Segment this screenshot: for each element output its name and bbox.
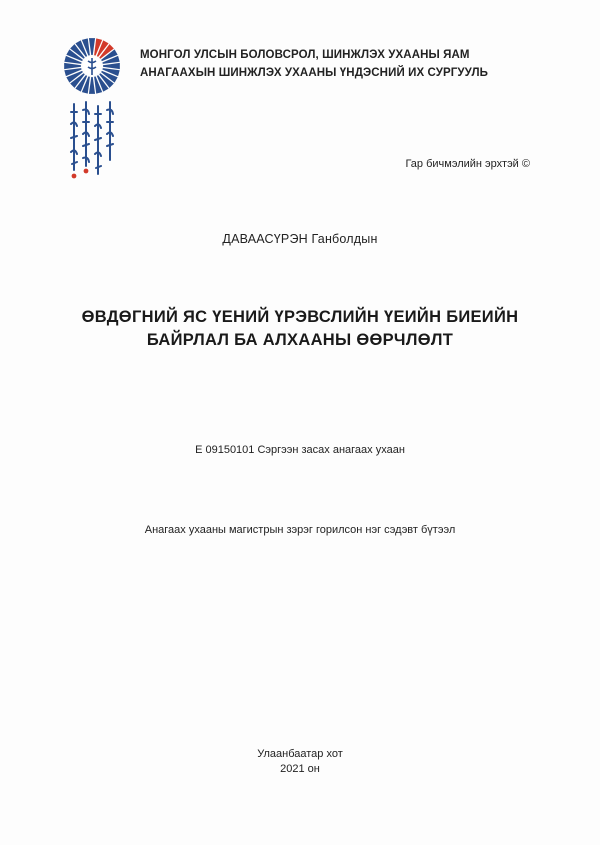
university-logo-icon <box>62 36 122 96</box>
logo-ray <box>89 77 95 94</box>
thesis-description: Анагаах ухааны магистрын зэрэг горилсон нэг сэдэвт бүтээл <box>144 524 456 536</box>
copyright-notice: Гар бичмэлийн эрхтэй © <box>405 158 530 170</box>
thesis-title-line-2: БАЙРЛАЛ БА АЛХААНЫ ӨӨРЧЛӨЛТ <box>146 331 454 349</box>
thesis-title-line-1: ӨВДӨГНИЙ ЯС ҮЕНИЙ ҮРЭВСЛИЙН ҮЕИЙН БИЕИЙН <box>81 308 519 326</box>
mongolian-script-logo-icon <box>66 100 122 182</box>
publication-year: 2021 он <box>280 763 320 775</box>
specialty-code: E 09150101 Сэргээн засах анагаах ухаан <box>195 444 405 456</box>
logo-ray <box>64 63 81 69</box>
place-of-publication: Улаанбаатар хот <box>257 748 343 760</box>
logo-ray <box>89 38 95 55</box>
university-name: АНАГААХЫН ШИНЖЛЭХ УХААНЫ ҮНДЭСНИЙ ИХ СУРГУУЛЬ <box>140 67 489 79</box>
logo-ray <box>103 63 120 69</box>
author-name: ДАВААСҮРЭН Ганболдын <box>222 232 378 246</box>
ministry-name: МОНГОЛ УЛСЫН БОЛОВСРОЛ, ШИНЖЛЭХ УХААНЫ ЯАМ <box>140 49 470 61</box>
